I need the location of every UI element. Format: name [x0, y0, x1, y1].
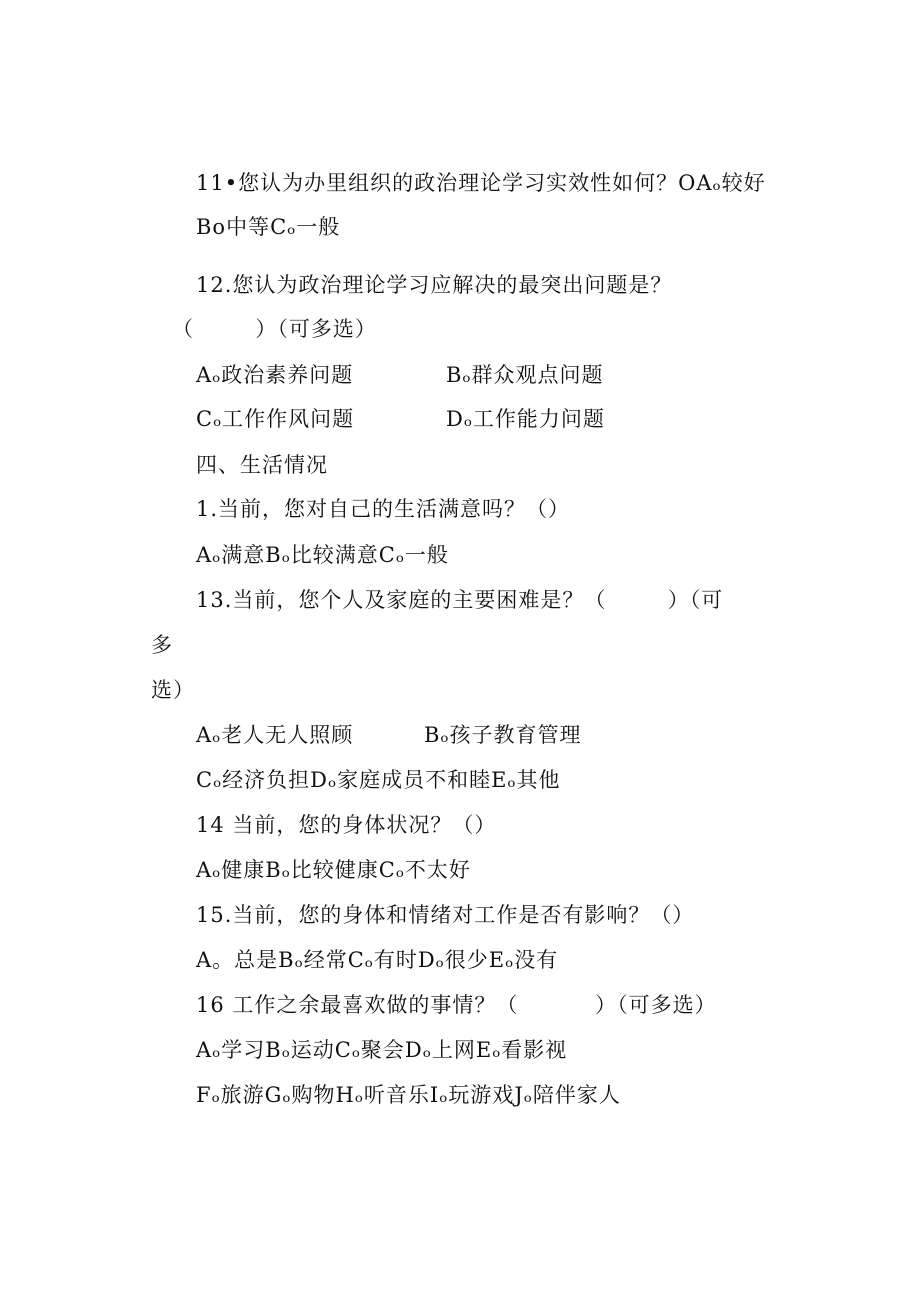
section-heading: 四、生活情况: [196, 453, 328, 477]
question-1: 1.当前，您对自己的生活满意吗？（）: [196, 497, 571, 521]
question-13-options-2: Cₒ经济负担Dₒ家庭成员不和睦Eₒ其他: [196, 768, 561, 792]
question-12-line-2: （ ）（可多选）: [172, 317, 377, 341]
question-12-option-d: Dₒ工作能力问题: [446, 407, 605, 431]
question-13-line-3: 选）: [151, 678, 195, 702]
question-11-line-2: Bo中等Cₒ一般: [196, 215, 341, 239]
question-14: 14 当前，您的身体状况？（）: [196, 813, 497, 837]
question-13-line-2: 多: [151, 633, 173, 657]
question-13-line-1: 13.当前，您个人及家庭的主要困难是？（ ）（可: [196, 588, 724, 612]
question-13-option-a: Aₒ老人无人照顾: [196, 723, 354, 747]
question-15-options: A。总是Bₒ经常Cₒ有时Dₒ很少Eₒ没有: [196, 948, 559, 972]
question-12-line-1: 12.您认为政治理论学习应解决的最突出问题是？: [196, 273, 673, 297]
question-12-option-b: Bₒ群众观点问题: [446, 363, 604, 387]
question-14-options: Aₒ健康Bₒ比较健康Cₒ不太好: [196, 858, 471, 882]
question-15: 15.当前，您的身体和情绪对工作是否有影响？（）: [196, 903, 695, 927]
question-11-line-1: 11•您认为办里组织的政治理论学习实效性如何？OAₒ较好: [196, 171, 766, 195]
question-12-option-a: Aₒ政治素养问题: [196, 363, 354, 387]
question-16: 16 工作之余最喜欢做的事情？（ ）（可多选）: [196, 993, 717, 1017]
question-13-option-b: Bₒ孩子教育管理: [424, 723, 582, 747]
question-16-options-2: Fₒ旅游Gₒ购物Hₒ听音乐Iₒ玩游戏Jₒ陪伴家人: [196, 1083, 621, 1107]
question-1-options: Aₒ满意Bₒ比较满意Cₒ一般: [196, 543, 449, 567]
question-16-options-1: Aₒ学习Bₒ运动Cₒ聚会Dₒ上网Eₒ看影视: [196, 1038, 568, 1062]
question-12-option-c: Cₒ工作作风问题: [196, 407, 355, 431]
